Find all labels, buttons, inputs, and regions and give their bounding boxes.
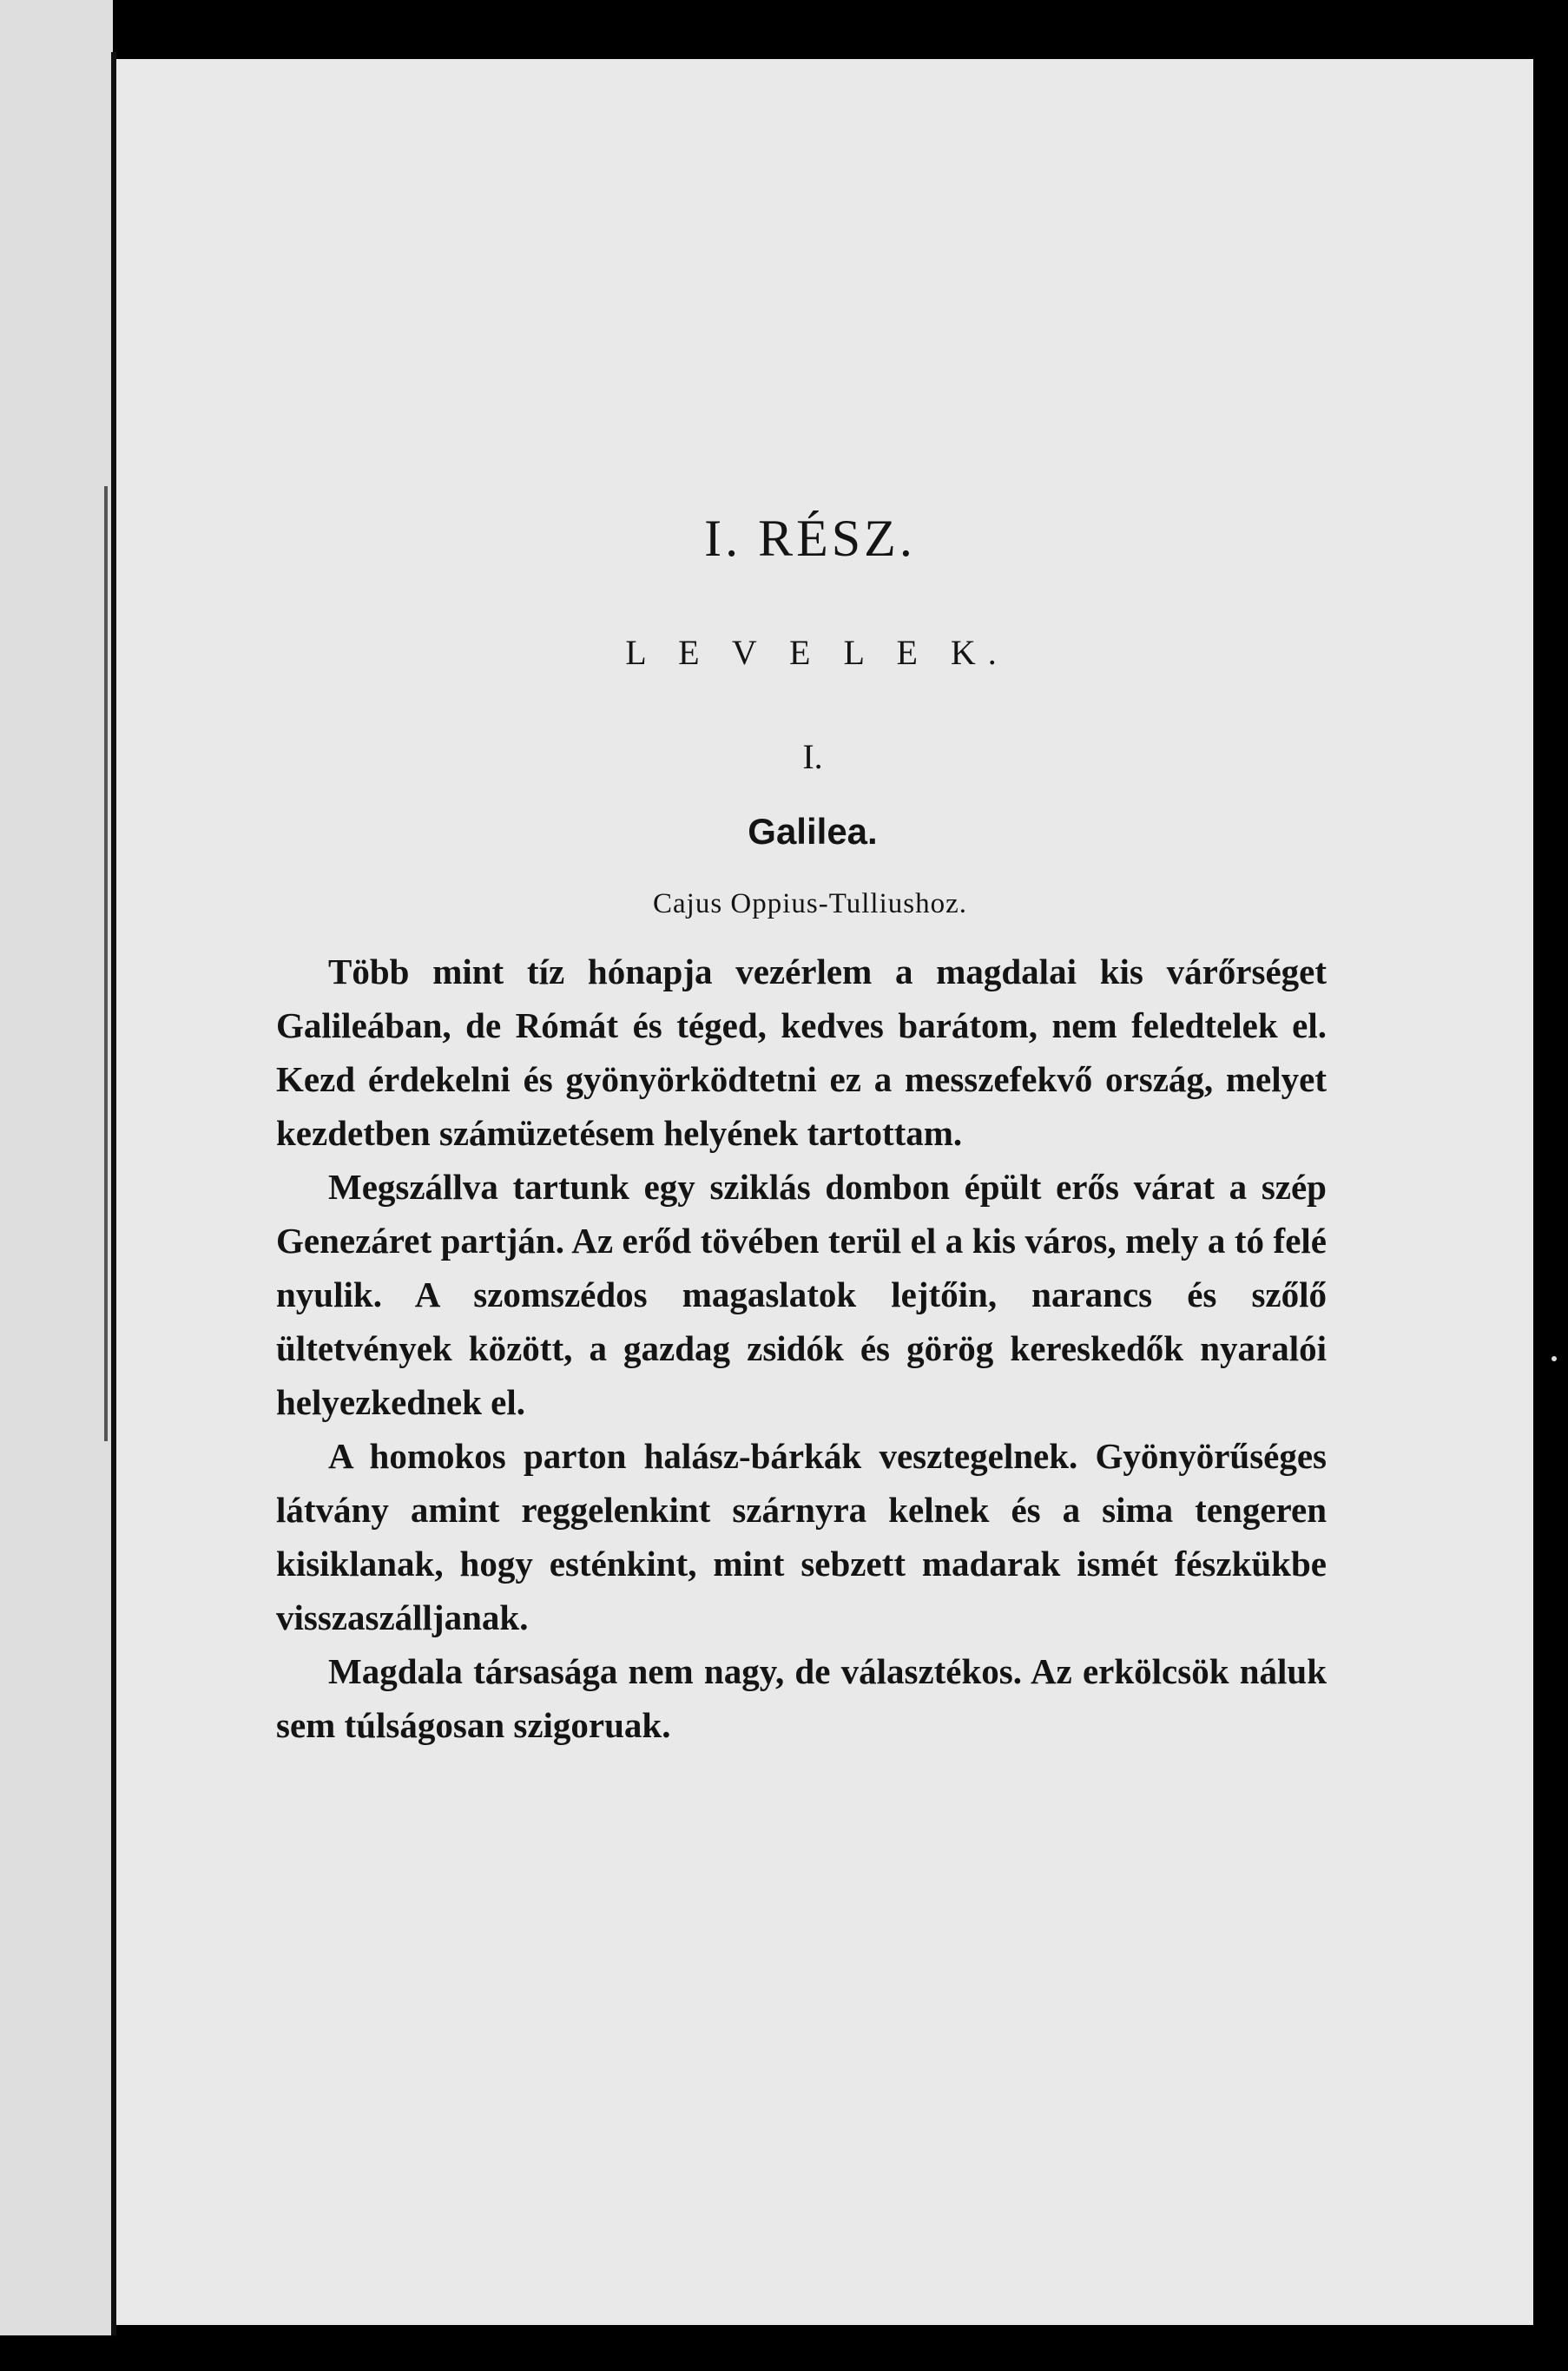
letter-addressee: Cajus Oppius-Tulliushoz. bbox=[653, 888, 967, 919]
scan-border-right bbox=[1533, 0, 1568, 2371]
paragraph: A homokos parton halász-bárkák vesztegelnek. Gyönyörűséges látvány amint reggelenkint szárnyra kelnek és a sima tengeren kisiklanak, hogy esténkint, mint sebzett madarak ismét fészkükbe visszaszálljanak. bbox=[276, 1436, 1327, 1637]
scan-speck bbox=[1552, 1356, 1557, 1361]
section-title: L E V E L E K. bbox=[625, 633, 1009, 672]
page-gutter-shadow bbox=[104, 486, 108, 1441]
letter-body bbox=[276, 945, 1327, 1752]
part-title: I. RÉSZ. bbox=[704, 510, 916, 567]
scan-border-top bbox=[0, 0, 1568, 52]
letter-number: I. bbox=[802, 737, 823, 776]
paragraph: Magdala társasága nem nagy, de választékos. Az erkölcsök náluk sem túlságosan szigoruak. bbox=[276, 1651, 1327, 1745]
page-content bbox=[276, 504, 1327, 1752]
paragraph: Több mint tíz hónapja vezérlem a magdalai kis várőrséget Galileában, de Rómát és téged, kedves barátom, nem feledtelek el. Kezd érdekelni és gyönyörködtetni ez a messzefekvő ország, melyet kezdetben számüzetésem helyének tartottam. bbox=[276, 952, 1327, 1153]
scan-border-bottom bbox=[0, 2335, 1568, 2371]
facing-page-edge bbox=[0, 0, 113, 2371]
page-gutter-line bbox=[111, 52, 116, 2335]
letter-place: Galilea. bbox=[748, 811, 878, 852]
paragraph: Megszállva tartunk egy sziklás dombon épült erős várat a szép Genezáret partján. Az erőd tövében terül el a kis város, mely a tó felé nyulik. A szomszédos magaslatok lejtőin, narancs és szőlő ültetvények között, a gazdag zsidók és görög kereskedők nyaralói helyezkednek el. bbox=[276, 1167, 1327, 1422]
